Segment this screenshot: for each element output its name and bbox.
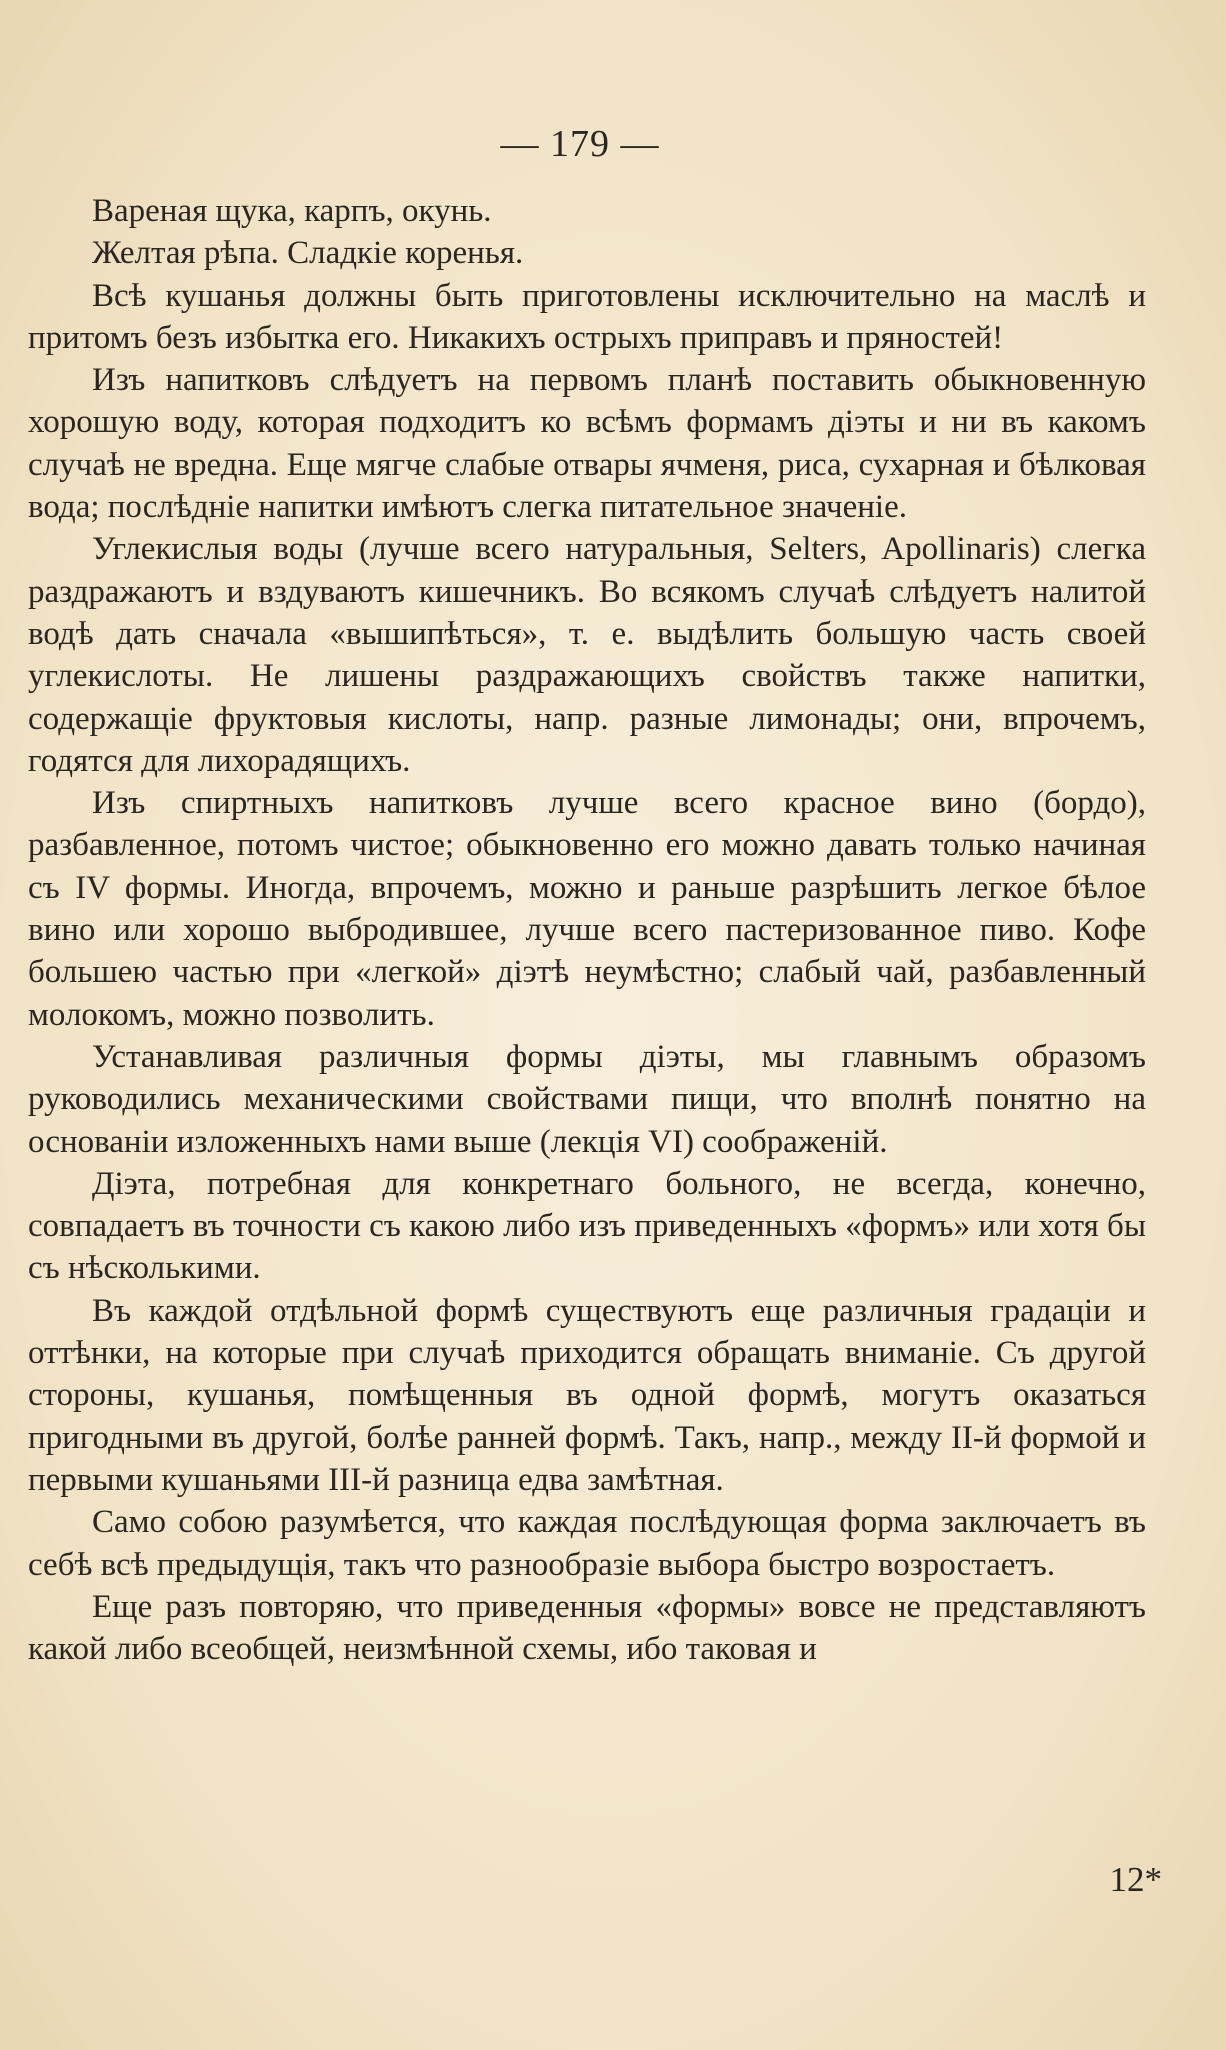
paragraph: Углекислыя воды (лучше всего натуральныя, Selters, Apollinaris) слегка раздражаютъ и вздуваютъ кишечникъ. Во всякомъ случаѣ слѣдуетъ налитой водѣ дать сначала «вышипѣться», т. е. выдѣлить большую часть своей углекислоты. Не лишены раздражающихъ свойствъ также напитки, содержащіе фруктовыя кислоты, напр. разные лимонады; они, впрочемъ, годятся для лихорадящихъ. [28, 531, 1146, 779]
page-number: — 179 — [500, 123, 660, 165]
paragraph: Желтая рѣпа. Сладкіе коренья. [92, 235, 524, 272]
paragraph: Всѣ кушанья должны быть приготовлены исключительно на маслѣ и притомъ безъ избытка его. Никакихъ острыхъ приправъ и пряностей! [28, 277, 1146, 356]
paragraph: Въ каждой отдѣльной формѣ существуютъ еще различныя градаціи и оттѣнки, на которые при случаѣ приходится обращать вниманіе. Съ другой стороны, кушанья, помѣщенныя въ одной формѣ, могутъ оказаться пригодными въ другой, болѣе ранней формѣ. Такъ, напр., между II-й формой и первыми кушаньями III-й разница едва замѣтная. [28, 1292, 1146, 1498]
signature-mark: 12* [1109, 1860, 1162, 1899]
paragraph: Изъ спиртныхъ напитковъ лучше всего красное вино (бордо), разбавленное, потомъ чистое; обыкновенно его можно давать только начиная съ IV формы. Иногда, впрочемъ, можно и раньше разрѣшить легкое бѣлое вино или хорошо выбродившее, лучше всего пастеризованное пиво. Кофе большею частью при «легкой» діэтѣ неумѣстно; слабый чай, разбавленный молокомъ, можно позволить. [28, 785, 1146, 1033]
paragraph: Діэта, потребная для конкретнаго больного, не всегда, конечно, совпадаетъ въ точности съ какою либо изъ приведенныхъ «формъ» или хотя бы съ нѣсколькими. [28, 1165, 1146, 1287]
paragraph: Еще разъ повторяю, что приведенныя «формы» вовсе не представляютъ какой либо всеобщей, неизмѣнной схемы, ибо таковая и [28, 1588, 1146, 1668]
paragraph: Само собою разумѣется, что каждая послѣдующая форма заключаетъ въ себѣ всѣ предыдущія, такъ что разнообразіе выбора быстро возростаетъ. [28, 1504, 1146, 1583]
body-text [28, 190, 1146, 1670]
paragraph: Устанавливая различныя формы діэты, мы главнымъ образомъ руководились механическими свойствами пищи, что вполнѣ понятно на основаніи изложенныхъ нами выше (лекція VI) соображеній. [28, 1038, 1146, 1160]
paragraph: Изъ напитковъ слѣдуетъ на первомъ планѣ поставить обыкновенную хорошую воду, которая подходитъ ко всѣмъ формамъ діэты и ни въ какомъ случаѣ не вредна. Еще мягче слабые отвары ячменя, риса, сухарная и бѣлковая вода; послѣдніе напитки имѣютъ слегка питательное значеніе. [28, 362, 1146, 526]
paragraph: Вареная щука, карпъ, окунь. [92, 193, 492, 229]
